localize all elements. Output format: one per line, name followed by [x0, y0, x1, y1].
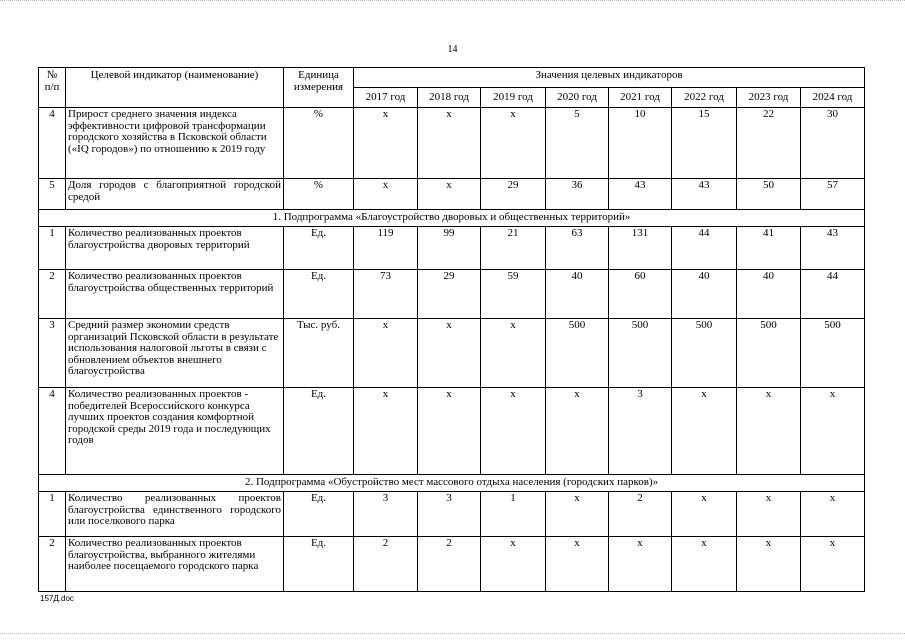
value-cell: 73	[354, 270, 418, 319]
header-row	[39, 68, 865, 88]
row-num: 2	[39, 537, 66, 592]
header-year: 2020 год	[546, 88, 609, 108]
value-cell: 40	[546, 270, 609, 319]
value-cell: 500	[546, 319, 609, 388]
value-cell: 30	[801, 108, 865, 179]
row-num: 4	[39, 388, 66, 475]
value-cell: 500	[801, 319, 865, 388]
value-cell: x	[354, 108, 418, 179]
value-cell: x	[609, 537, 672, 592]
value-cell: 41	[737, 227, 801, 270]
value-cell: 2	[609, 492, 672, 537]
value-cell: x	[737, 537, 801, 592]
header-year: 2022 год	[672, 88, 737, 108]
unit-cell: Ед.	[284, 270, 354, 319]
header-year: 2019 год	[481, 88, 546, 108]
value-cell: 500	[609, 319, 672, 388]
header-year: 2017 год	[354, 88, 418, 108]
value-cell: x	[354, 388, 418, 475]
table-row	[39, 492, 865, 537]
value-cell: 60	[609, 270, 672, 319]
value-cell: x	[737, 388, 801, 475]
value-cell: 2	[354, 537, 418, 592]
value-cell: 21	[481, 227, 546, 270]
value-cell: x	[481, 319, 546, 388]
value-cell: 500	[672, 319, 737, 388]
table-row	[39, 179, 865, 210]
unit-cell: Ед.	[284, 492, 354, 537]
value-cell: x	[546, 388, 609, 475]
indicator-name: Количество реализованных проектов - победителей Всероссийского конкурса лучших проектов создания комфортной городской среды 2019 года и последующих годов	[66, 388, 284, 475]
indicator-name: Количество реализованных проектов благоустройства общественных территорий	[66, 270, 284, 319]
value-cell: 63	[546, 227, 609, 270]
section2	[39, 475, 865, 492]
value-cell: x	[481, 388, 546, 475]
section-title-2: 2. Подпрограмма «Обустройство мест массового отдыха населения (городских парков)»	[39, 475, 865, 492]
indicator-name: Количество реализованных проектов благоустройства единственного городского или поселкового парка	[66, 492, 284, 537]
value-cell: x	[801, 492, 865, 537]
value-cell: x	[481, 108, 546, 179]
indicator-name: Количество реализованных проектов благоустройства дворовых территорий	[66, 227, 284, 270]
value-cell: 10	[609, 108, 672, 179]
value-cell: 44	[672, 227, 737, 270]
header-num: № п/п	[39, 68, 66, 108]
value-cell: 43	[609, 179, 672, 210]
value-cell: 29	[481, 179, 546, 210]
table-row	[39, 270, 865, 319]
table-row	[39, 319, 865, 388]
value-cell: 36	[546, 179, 609, 210]
value-cell: x	[418, 319, 481, 388]
value-cell: x	[354, 319, 418, 388]
table-row	[39, 227, 865, 270]
unit-cell: Тыс. руб.	[284, 319, 354, 388]
row-num: 1	[39, 227, 66, 270]
unit-cell: %	[284, 108, 354, 179]
value-cell: x	[418, 388, 481, 475]
value-cell: 59	[481, 270, 546, 319]
section1	[39, 210, 865, 227]
value-cell: 99	[418, 227, 481, 270]
header-year: 2024 год	[801, 88, 865, 108]
value-cell: x	[418, 179, 481, 210]
value-cell: x	[481, 537, 546, 592]
value-cell: 3	[418, 492, 481, 537]
indicator-name: Средний размер экономии средств организаций Псковской области в результате использования налоговой льготы в связи с обновлением объектов внешнего благоустройства	[66, 319, 284, 388]
value-cell: 22	[737, 108, 801, 179]
value-cell: 50	[737, 179, 801, 210]
value-cell: 3	[354, 492, 418, 537]
indicator-name: Прирост среднего значения индекса эффективности цифровой трансформации городского хозяйства в Псковской области («IQ городов») по отношению к 2019 году	[66, 108, 284, 179]
value-cell: 29	[418, 270, 481, 319]
indicator-name: Доля городов с благоприятной городской средой	[66, 179, 284, 210]
table-row	[39, 388, 865, 475]
value-cell: x	[546, 537, 609, 592]
row-num: 3	[39, 319, 66, 388]
value-cell: 40	[737, 270, 801, 319]
value-cell: x	[801, 537, 865, 592]
value-cell: x	[801, 388, 865, 475]
table-row	[39, 537, 865, 592]
value-cell: 57	[801, 179, 865, 210]
value-cell: 15	[672, 108, 737, 179]
value-cell: x	[672, 537, 737, 592]
value-cell: 43	[672, 179, 737, 210]
value-cell: 2	[418, 537, 481, 592]
value-cell: x	[418, 108, 481, 179]
header-year: 2018 год	[418, 88, 481, 108]
header-unit: Единица измерения	[284, 68, 354, 108]
row-num: 4	[39, 108, 66, 179]
indicator-name: Количество реализованных проектов благоустройства, выбранного жителями наиболее посещаемого городского парка	[66, 537, 284, 592]
value-cell: x	[546, 492, 609, 537]
row-num: 1	[39, 492, 66, 537]
value-cell: 44	[801, 270, 865, 319]
header-year: 2023 год	[737, 88, 801, 108]
table-body-top	[39, 108, 865, 210]
table-row	[39, 108, 865, 179]
footer-filename: 157Д.doc	[40, 594, 74, 603]
header-values-title: Значения целевых индикаторов	[354, 68, 865, 88]
unit-cell: Ед.	[284, 388, 354, 475]
value-cell: 3	[609, 388, 672, 475]
row-num: 2	[39, 270, 66, 319]
page-number: 14	[447, 44, 458, 55]
value-cell: 43	[801, 227, 865, 270]
value-cell: 1	[481, 492, 546, 537]
scan-bottom-edge	[0, 633, 905, 635]
unit-cell: Ед.	[284, 227, 354, 270]
value-cell: 500	[737, 319, 801, 388]
table-body-section2	[39, 492, 865, 592]
value-cell: 40	[672, 270, 737, 319]
value-cell: x	[354, 179, 418, 210]
row-num: 5	[39, 179, 66, 210]
section-title-1: 1. Подпрограмма «Благоустройство дворовых и общественных территорий»	[39, 210, 865, 227]
value-cell: 131	[609, 227, 672, 270]
value-cell: 119	[354, 227, 418, 270]
value-cell: x	[737, 492, 801, 537]
unit-cell: %	[284, 179, 354, 210]
table-body-section1	[39, 227, 865, 475]
scan-top-edge	[0, 0, 905, 2]
header-name: Целевой индикатор (наименование)	[66, 68, 284, 108]
header-year: 2021 год	[609, 88, 672, 108]
value-cell: x	[672, 492, 737, 537]
value-cell: 5	[546, 108, 609, 179]
value-cell: x	[672, 388, 737, 475]
unit-cell: Ед.	[284, 537, 354, 592]
indicators-table	[38, 67, 865, 592]
